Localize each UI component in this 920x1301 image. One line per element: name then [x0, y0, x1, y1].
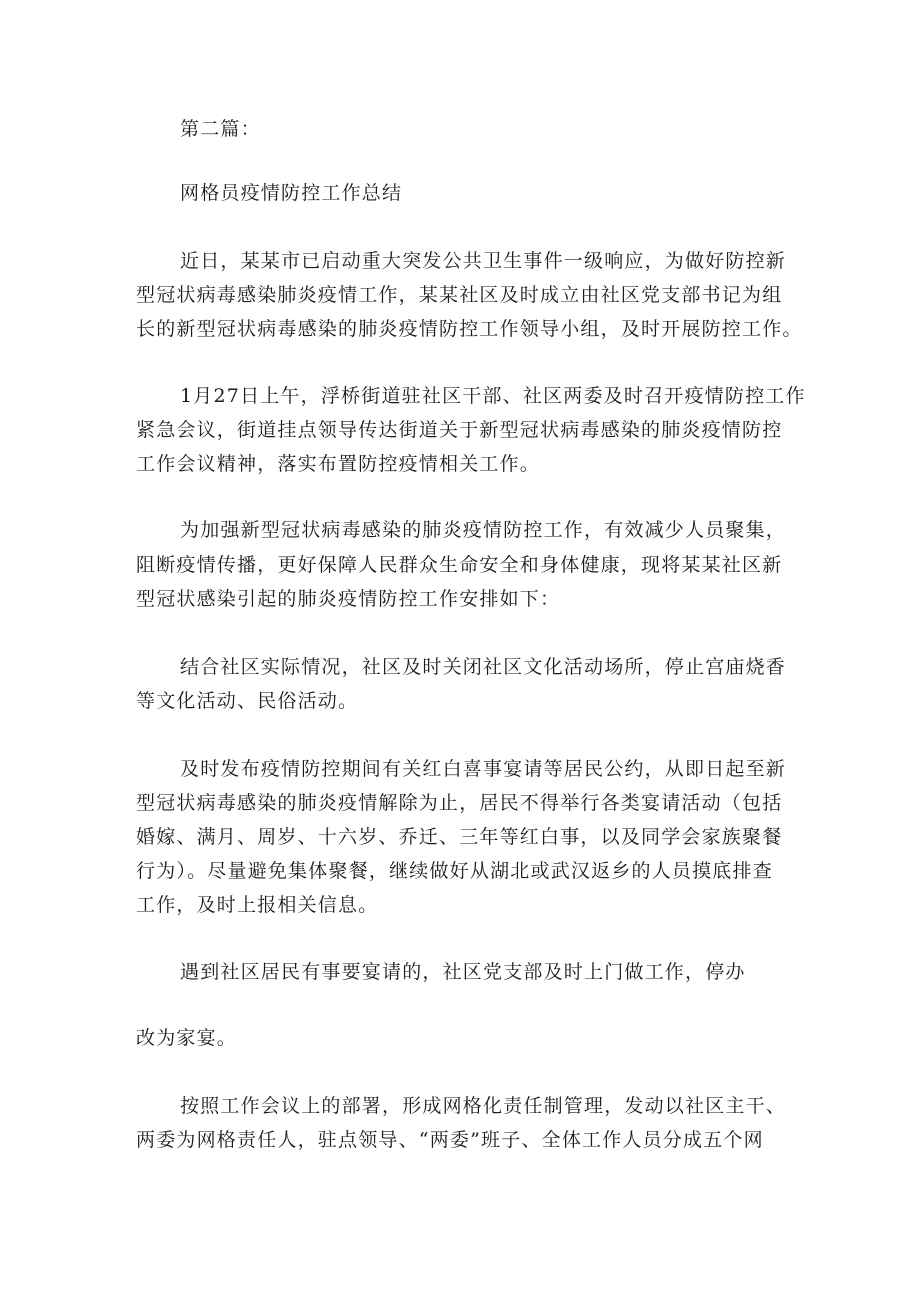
paragraph-line: 及时发布疫情防控期间有关红白喜事宴请等居民公约，从即日起至新 — [180, 758, 787, 780]
paragraph-line: 婚嫁、满月、周岁、十六岁、乔迁、三年等红白事，以及同学会家族聚餐 — [136, 826, 783, 848]
paragraph-line: 结合社区实际情况，社区及时关闭社区文化活动场所，停止宫庙烧香 — [180, 656, 787, 678]
paragraph-line: 工作会议精神，落实布置防控疫情相关工作。 — [136, 453, 541, 475]
paragraph-line: 紧急会议，街道挂点领导传达街道关于新型冠状病毒感染的肺炎疫情防控 — [136, 419, 783, 441]
section-heading: 第二篇： — [180, 118, 261, 140]
paragraph-line: 型冠状病毒感染肺炎疫情工作，某某社区及时成立由社区党支部书记为组 — [136, 284, 783, 306]
paragraph-line: 长的新型冠状病毒感染的肺炎疫情防控工作领导小组，及时开展防控工作。 — [136, 318, 803, 340]
document-title: 网格员疫情防控工作总结 — [180, 182, 403, 204]
paragraph-line: 为加强新型冠状病毒感染的肺炎疫情防控工作，有效减少人员聚集， — [180, 519, 787, 541]
paragraph-line: 型冠状感染引起的肺炎疫情防控工作安排如下： — [136, 588, 561, 610]
paragraph-line: 改为家宴。 — [136, 1027, 238, 1049]
paragraph-line: 型冠状病毒感染的肺炎疫情解除为止，居民不得举行各类宴请活动（包括 — [136, 792, 783, 814]
paragraph-line: 1月27日上午，浮桥街道驻社区干部、社区两委及时召开疫情防控工作 — [180, 385, 806, 407]
paragraph-line: 阻断疫情传播，更好保障人民群众生命安全和身体健康，现将某某社区新 — [136, 554, 783, 576]
paragraph-line: 两委为网格责任人，驻点领导、“两委”班子、全体工作人员分成五个网 — [136, 1129, 764, 1151]
paragraph-line: 行为）。尽量避免集体聚餐，继续做好从湖北或武汉返乡的人员摸底排查 — [136, 860, 773, 882]
paragraph-line: 按照工作会议上的部署，形成网格化责任制管理，发动以社区主干、 — [180, 1095, 787, 1117]
paragraph-line: 近日，某某市已启动重大突发公共卫生事件一级响应，为做好防控新 — [180, 250, 787, 272]
paragraph-line: 工作，及时上报相关信息。 — [136, 894, 379, 916]
paragraph-line: 遇到社区居民有事要宴请的，社区党支部及时上门做工作，停办 — [180, 961, 746, 983]
paragraph-line: 等文化活动、民俗活动。 — [136, 690, 359, 712]
